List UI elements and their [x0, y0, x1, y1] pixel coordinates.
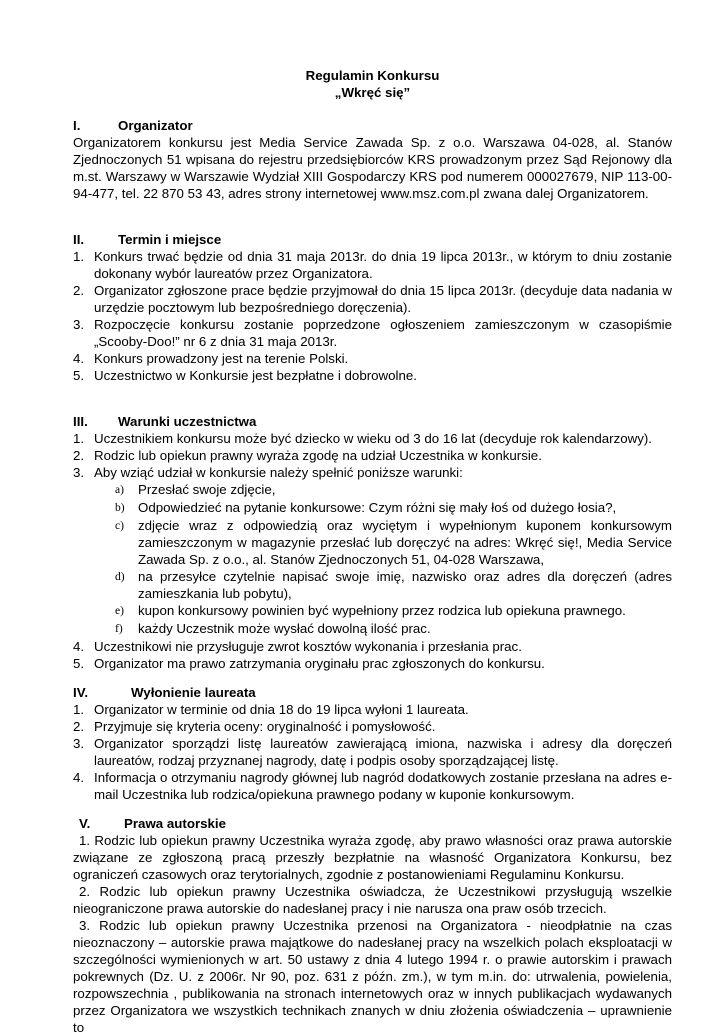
title-line-2: „Wkręć się” — [334, 85, 411, 100]
list-item-number: 4. — [73, 351, 85, 366]
list-item — [73, 447, 672, 464]
sub-list-item — [115, 568, 672, 602]
list-item — [73, 367, 672, 384]
section-5-body — [73, 832, 672, 1036]
list-item — [73, 430, 672, 447]
list-item-number: 3. — [73, 317, 85, 332]
list-item — [73, 464, 672, 481]
section-2-title: Termin i miejsce — [118, 232, 222, 247]
document-page — [73, 67, 672, 1036]
paragraph: 3. Rodzic lub opiekun prawny Uczestnika przenosi na Organizatora - nieodpłatnie na czas nieoznaczony – autorskie prawa majątkowe do nadesłanej pracy na wszelkich polach eksploatacji w szczególności wymienionych w art. 50 ustawy z dnia 4 lutego 1994 r. o prawie autorskim i prawach pokrewnych (Dz. U. z 2006r. Nr 90, poz. 631 z późn. zm.), w tym m.in. do: utrwalenia, powielenia, rozpowszechnia , publikowania na stronach internetowych oraz w innych publikacjach wydawanych przez Organizatora we wszystkich technikach znanych w dniu złożenia oświadczenia – uprawnienie to — [73, 918, 672, 1035]
section-1-title: Organizator — [118, 118, 193, 133]
list-item-text: Rodzic lub opiekun prawny wyraża zgodę na udział Uczestnika w konkursie. — [94, 448, 542, 463]
section-5-number: V. — [79, 816, 91, 831]
section-1-number: I. — [73, 118, 81, 133]
list-item-text: Uczestnikowi nie przysługuje zwrot kosztów wykonania i przesłania prac. — [94, 639, 522, 654]
list-item-text: Rozpoczęcie konkursu zostanie poprzedzone ogłoszeniem zamieszczonym w czasopiśmie „Scooby-Doo!” nr 6 z dnia 31 maja 2013r. — [94, 317, 672, 349]
list-item — [73, 769, 672, 803]
section-5-heading — [79, 815, 672, 832]
list-item — [73, 350, 672, 367]
sub-list-item-letter: f) — [115, 623, 123, 635]
list-item-number: 1. — [73, 431, 85, 446]
section-4-title: Wyłonienie laureata — [131, 685, 256, 700]
list-item-number: 4. — [73, 639, 85, 654]
list-item-number: 3. — [73, 736, 85, 751]
section-3-heading — [73, 413, 672, 430]
list-item-text: Uczestnictwo w Konkursie jest bezpłatne i dobrowolne. — [94, 368, 417, 383]
list-item — [73, 701, 672, 718]
list-item — [73, 282, 672, 316]
list-item-number: 3. — [73, 465, 85, 480]
list-item-text: Przyjmuje się kryteria oceny: oryginalność i pomysłowość. — [94, 719, 436, 734]
list-item-text: Konkurs prowadzony jest na terenie Polski. — [94, 351, 349, 366]
section-4-heading — [73, 684, 672, 701]
list-item-number: 5. — [73, 368, 85, 383]
list-item — [73, 655, 672, 672]
list-item-text: Organizator ma prawo zatrzymania oryginału prac zgłoszonych do konkursu. — [94, 656, 545, 671]
list-item — [73, 718, 672, 735]
list-item — [73, 248, 672, 282]
list-item-number: 2. — [73, 719, 85, 734]
list-item — [73, 638, 672, 655]
list-item-text: Aby wziąć udział w konkursie należy spełnić poniższe warunki: — [94, 465, 463, 480]
list-item-number: 5. — [73, 656, 85, 671]
sub-list-item-text: Przesłać swoje zdjęcie, — [138, 482, 276, 497]
section-3-title: Warunki uczestnictwa — [118, 414, 257, 429]
sub-list-item-text: Odpowiedzieć na pytanie konkursowe: Czym różni się mały łoś od dużego łosia?, — [138, 500, 617, 515]
list-item-number: 4. — [73, 770, 85, 785]
list-item-text: Organizator zgłoszone prace będzie przyjmował do dnia 15 lipca 2013r. (decyduje data nadania w urzędzie pocztowym lub bezpośredniego doręczenia). — [94, 283, 672, 315]
section-2-list — [73, 248, 672, 384]
list-item-number: 1. — [73, 249, 85, 264]
sub-list-item-text: na przesyłce czytelnie napisać swoje imię, nazwisko oraz adres dla doręczeń (adres zamieszkania lub pobytu), — [138, 569, 672, 601]
sub-list-item — [115, 481, 672, 499]
sub-list-item-letter: c) — [115, 520, 124, 532]
sub-list-item-text: zdjęcie wraz z odpowiedzią oraz wyciętym i wypełnionym kuponem konkursowym zamieszczonym w magazynie przesłać lub doręczyć na adres: Wkręć się!, Media Service Zawada Sp. z o.o., al. Stanów Zjednoczonych 51, 04-028 Warszawa, — [138, 518, 672, 567]
sub-list-item-letter: a) — [115, 484, 124, 496]
section-3-list — [73, 430, 672, 672]
paragraph: 1. Rodzic lub opiekun prawny Uczestnika wyraża zgodę, aby prawo własności oraz prawa autorskie związane ze zgłoszoną pracą przeszły bezpłatnie na własność Organizatora Konkursu, bez ograniczeń czasowych oraz terytorialnych, zgodnie z postanowieniami Regulaminu Konkursu. — [73, 833, 672, 882]
sub-list-item-letter: b) — [115, 502, 125, 514]
list-item — [73, 316, 672, 350]
section-1-text: Organizatorem konkursu jest Media Service Zawada Sp. z o.o. Warszawa 04-028, al. Stanów Zjednoczonych 51 wpisana do rejestru przedsiębiorców KRS prowadzonym przez Sąd Rejonowy dla m.st. Warszawy w Warszawie Wydział XIII Gospodarczy KRS pod numerem 000027679, NIP 113-00-94-477, tel. 22 870 53 43, adres strony internetowej www.msz.com.pl zwana dalej Organizatorem. — [73, 135, 672, 201]
sub-list-item — [115, 602, 672, 620]
sub-list-item-text: każdy Uczestnik może wysłać dowolną ilość prac. — [138, 621, 431, 636]
section-2-heading — [73, 231, 672, 248]
list-item-number: 2. — [73, 283, 85, 298]
section-4-list — [73, 701, 672, 803]
list-item-text: Informacja o otrzymaniu nagrody głównej lub nagród dodatkowych zostanie przesłana na adres e-mail Uczestnika lub rodzica/opiekuna prawnego podany w kuponie konkursowym. — [94, 770, 672, 802]
section-2-number: II. — [73, 232, 85, 247]
sub-list-item — [115, 499, 672, 517]
sub-list-item — [115, 620, 672, 638]
list-item-text: Konkurs trwać będzie od dnia 31 maja 2013r. do dnia 19 lipca 2013r., w którym to dniu zostanie dokonany wybór laureatów przez Organizatora. — [94, 249, 672, 281]
sub-list-item-letter: d) — [115, 571, 125, 583]
sub-list-item-text: kupon konkursowy powinien być wypełniony przez rodzica lub opiekuna prawnego. — [138, 603, 626, 618]
list-item-text: Organizator sporządzi listę laureatów zawierającą imiona, nazwiska i adresy dla doręczeń laureatów, rodzaj przyznanej nagrody, datę i podpis osoby sporządzającej listę. — [94, 736, 672, 768]
list-item-number: 1. — [73, 702, 85, 717]
sub-list-item — [115, 517, 672, 568]
list-item — [73, 735, 672, 769]
section-3-number: III. — [73, 414, 88, 429]
section-1-heading — [73, 117, 672, 134]
list-item-text: Organizator w terminie od dnia 18 do 19 lipca wyłoni 1 laureata. — [94, 702, 469, 717]
list-item-number: 2. — [73, 448, 85, 463]
document-title — [73, 67, 672, 101]
section-5-title: Prawa autorskie — [124, 816, 226, 831]
paragraph: 2. Rodzic lub opiekun prawny Uczestnika oświadcza, że Uczestnikowi przysługują wszelkie nieograniczone prawa autorskie do nadesłanej pracy i nie narusza ona praw osób trzecich. — [73, 884, 672, 916]
section-4-number: IV. — [73, 685, 89, 700]
title-line-1: Regulamin Konkursu — [305, 68, 440, 83]
list-item-text: Uczestnikiem konkursu może być dziecko w wieku od 3 do 16 lat (decyduje rok kalendarzowy). — [94, 431, 652, 446]
sub-list-item-letter: e) — [115, 605, 124, 617]
